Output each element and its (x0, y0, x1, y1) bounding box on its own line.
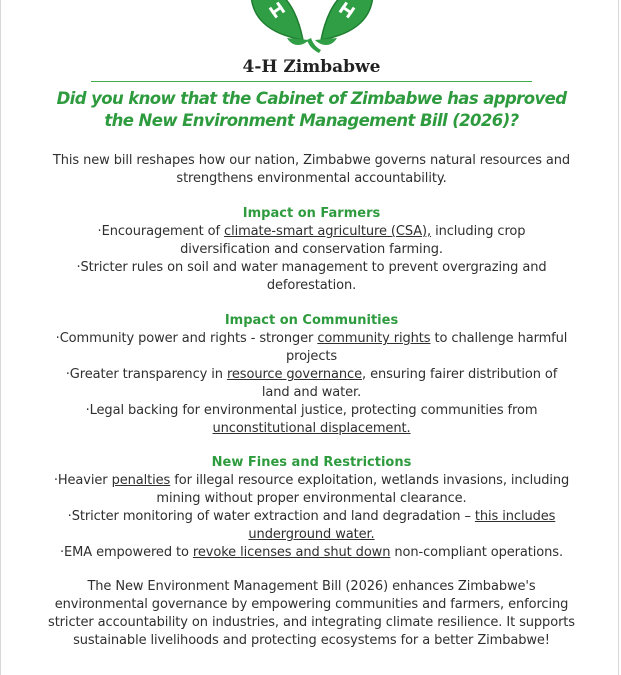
four-leaf-clover-icon (247, 0, 377, 56)
divider-line (91, 81, 532, 82)
list-item: ·Greater transparency in resource governance, ensuring fairer distribution of (65, 367, 558, 382)
underground-water-link[interactable]: this includes (474, 509, 556, 524)
intro-paragraph (1, 152, 621, 188)
list-item: ·Community power and rights - stronger community rights to challenge harmful (55, 331, 568, 346)
farmers-list (1, 223, 621, 295)
conclusion-paragraph (1, 578, 621, 650)
section-title-fines: New Fines and Restrictions (211, 455, 412, 470)
list-item: ·Legal backing for environmental justice, protecting communities from (85, 403, 538, 418)
headline-line-2: the New Environment Management Bill (2026)? (104, 111, 519, 130)
list-item-continued: land and water. (261, 385, 362, 400)
penalties-link[interactable]: penalties (111, 473, 171, 488)
revoke-licenses-link[interactable]: revoke licenses and shut down (192, 545, 391, 560)
fines-list (1, 472, 621, 562)
list-item: ·EMA empowered to revoke licenses and shut down non-compliant operations. (59, 545, 563, 560)
community-rights-link[interactable]: community rights (317, 331, 431, 346)
section-title-communities: Impact on Communities (224, 313, 399, 328)
conclusion-line-4: sustainable livelihoods and protecting ecosystems for a better Zimbabwe! (73, 633, 550, 648)
section-title-farmers: Impact on Farmers (242, 206, 381, 221)
organization-name: 4-H Zimbabwe (242, 57, 381, 77)
list-item: ·Stricter rules on soil and water management to prevent overgrazing and (76, 260, 547, 275)
headline-line-1: Did you know that the Cabinet of Zimbabwe has approved (56, 89, 567, 108)
underground-water-link-continued[interactable]: underground water. (248, 527, 375, 542)
intro-line-1: This new bill reshapes how our nation, Zimbabwe governs natural resources and (52, 153, 571, 168)
headline (1, 88, 621, 132)
conclusion-line-3: stricter accountability on industries, and integrating climate resilience. It supports (48, 615, 575, 630)
list-item-continued: projects (285, 349, 338, 364)
intro-line-2: strengthens environmental accountability. (176, 171, 447, 186)
conclusion-line-2: environmental governance by empowering communities and farmers, enforcing (54, 597, 569, 612)
resource-governance-link[interactable]: resource governance (226, 367, 363, 382)
list-item: ·Stricter monitoring of water extraction and land degradation – this includes (67, 509, 556, 524)
list-item: ·Heavier penalties for illegal resource exploitation, wetlands invasions, including (53, 473, 570, 488)
list-item-continued: mining without proper environmental clearance. (156, 491, 467, 506)
communities-list (1, 330, 621, 438)
list-item-continued: deforestation. (266, 278, 357, 293)
unconstitutional-displacement-link[interactable]: unconstitutional displacement. (212, 421, 411, 436)
list-item-continued: diversification and conservation farming. (180, 242, 443, 257)
list-item: ·Encouragement of climate-smart agriculture (CSA), including crop (97, 224, 526, 239)
conclusion-line-1: The New Environment Management Bill (2026) enhances Zimbabwe's (87, 579, 536, 594)
csa-link[interactable]: climate-smart agriculture (CSA), (224, 224, 432, 239)
